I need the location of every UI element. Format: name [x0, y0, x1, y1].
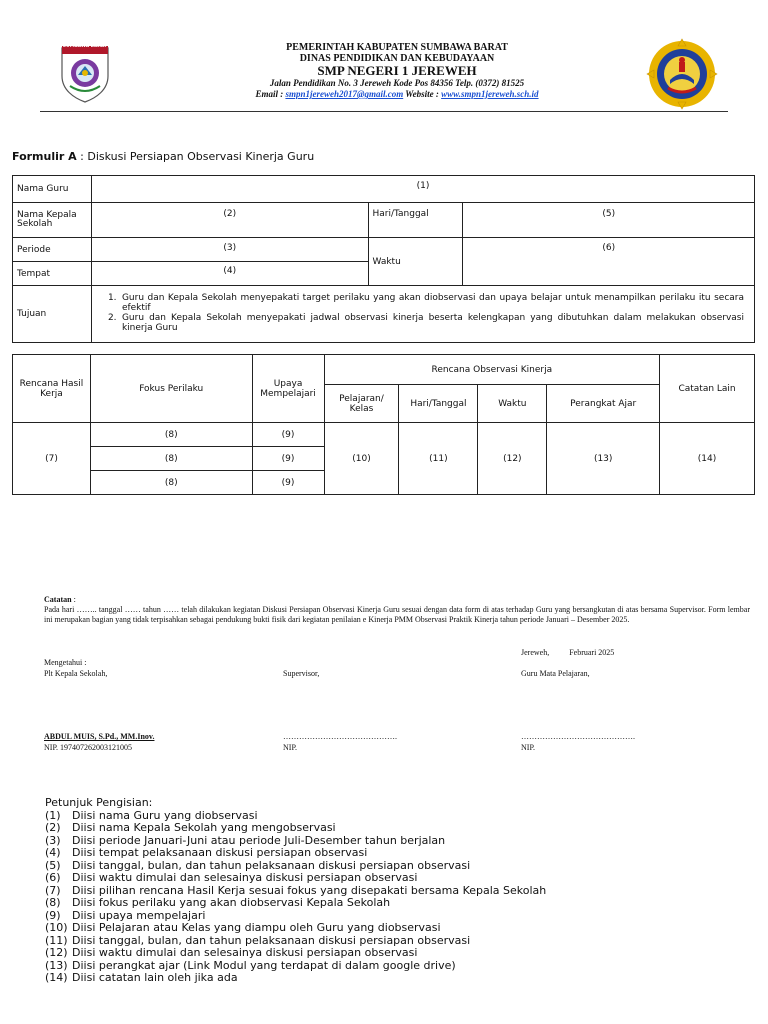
waktu-obs-field[interactable]: (12) [478, 423, 547, 495]
letterhead [0, 38, 768, 118]
notes-heading: Catatan : [44, 595, 76, 604]
instruction-number: (11) [45, 933, 68, 947]
instruction-number: (9) [45, 908, 61, 922]
form-title-code: Formulir A [12, 150, 77, 163]
instruction-number: (3) [45, 833, 61, 847]
instruction-number: (5) [45, 858, 61, 872]
identity-table [12, 175, 755, 343]
instruction-text: Diisi nama Guru yang diobservasi [72, 808, 258, 822]
instructions [45, 797, 546, 985]
header-waktu: Waktu [478, 385, 547, 423]
nama-kepsek-label: Nama Kepala Sekolah [13, 203, 92, 238]
header-hari-tanggal: Hari/Tanggal [399, 385, 478, 423]
tujuan-content [91, 286, 754, 343]
instruction-number: (4) [45, 846, 61, 859]
instruction-number: (13) [45, 958, 68, 972]
header-fokus-perilaku: Fokus Perilaku [90, 355, 252, 423]
hari-tanggal-label: Hari/Tanggal [368, 203, 463, 238]
nama-guru-field[interactable]: (1) [91, 176, 754, 203]
tempat-field[interactable]: (4) [91, 262, 368, 286]
instruction-item [45, 972, 546, 985]
waktu-field[interactable]: (6) [463, 238, 755, 286]
instruction-number: (2) [45, 821, 61, 834]
sumbawa-barat-crest-icon [58, 42, 112, 104]
header-upaya-mempelajari: Upaya Mempelajari [252, 355, 324, 423]
header-perangkat-ajar: Perangkat Ajar [547, 385, 660, 423]
header-catatan-lain: Catatan Lain [660, 355, 755, 423]
place-date: Jereweh, Februari 2025 [521, 648, 615, 657]
tujuan-list [96, 293, 744, 333]
plan-table [12, 354, 755, 495]
fokus-perilaku-field[interactable]: (8) [90, 471, 252, 495]
hari-tanggal-obs-field[interactable]: (11) [399, 423, 478, 495]
instructions-title: Petunjuk Pengisian: [45, 796, 153, 809]
instruction-text: Diisi nama Kepala Sekolah yang mengobservasi [72, 821, 336, 834]
instruction-text: Diisi fokus perilaku yang akan diobservasi Kepala Sekolah [72, 896, 391, 909]
instruction-text: Diisi waktu dimulai dan selesainya diskusi persiapan observasi [72, 871, 418, 884]
nama-kepsek-field[interactable]: (2) [91, 203, 368, 238]
fokus-perilaku-field[interactable]: (8) [90, 423, 252, 447]
notes-body: Pada hari …….. tanggal …… tahun …… telah dilakukan kegiatan Diskusi Persiapan Observasi Kinerja Guru sesuai dengan data form di atas terhadap Guru yang bersangkutan di atas bersama Supervisor. Form lembar ini merupakan bagian yang tidak terpisahkan sebagai pendukung bukti fisik dari kegiatan penilaian e Kinerja PMM Observasi Praktik Kinerja tahun periode Januari – Desember 2025. [44, 605, 750, 624]
instruction-text: Diisi catatan lain oleh jika ada [72, 971, 238, 984]
dept-line: DINAS PENDIDIKAN DAN KEBUDAYAAN [299, 53, 495, 64]
school-name: SMP NEGERI 1 JEREWEH [317, 63, 477, 78]
pelajaran-kelas-field[interactable]: (10) [324, 423, 399, 495]
instruction-number: (12) [45, 946, 68, 959]
periode-label: Periode [13, 238, 92, 262]
letterhead-rule [40, 111, 728, 112]
contact-line [200, 89, 594, 100]
tujuan-label: Tujuan [13, 286, 92, 343]
upaya-mempelajari-field[interactable]: (9) [252, 471, 324, 495]
plt-kepsek-label: Plt Kepala Sekolah, [44, 669, 108, 678]
kepsek-name: ABDUL MUIS, S.Pd., MM.Inov. [44, 732, 155, 741]
guru-mapel-label: Guru Mata Pelajaran, [521, 669, 590, 678]
kepsek-nip: NIP. 197407262003121005 [44, 743, 133, 752]
instruction-text: Diisi perangkat ajar (Link Modul yang terdapat di dalam google drive) [72, 958, 456, 972]
waktu-label: Waktu [368, 238, 463, 286]
instruction-text: Diisi pilihan rencana Hasil Kerja sesuai fokus yang disepakati bersama Kepala Sekolah [72, 883, 547, 897]
instruction-number: (6) [45, 871, 61, 884]
instruction-text: Diisi Pelajaran atau Kelas yang diampu oleh Guru yang diobservasi [72, 921, 441, 934]
website-label: Website : [403, 89, 442, 99]
tujuan-item: 2. Guru dan Kepala Sekolah menyepakati jadwal observasi kinerja beserta kelengkapan yang dibutuhkan dalam melakukan observasi kinerja Guru [107, 312, 744, 333]
instruction-number: (1) [45, 808, 61, 822]
address-line: Jalan Pendidikan No. 3 Jereweh Kode Pos 84356 Telp. (0372) 81525 [269, 78, 525, 88]
left-logo-caption: SUMBAWA BARAT [62, 44, 108, 49]
rencana-hasil-kerja-field[interactable]: (7) [13, 423, 91, 495]
instruction-text: Diisi periode Januari-Juni atau periode Juli-Desember tahun berjalan [72, 833, 446, 847]
nama-guru-label: Nama Guru [13, 176, 92, 203]
supervisor-nip: NIP. [283, 743, 298, 752]
email-link[interactable]: smpn1jereweh2017@gmail.com [285, 89, 404, 99]
upaya-mempelajari-field[interactable]: (9) [252, 423, 324, 447]
instruction-text: Diisi tempat pelaksanaan diskusi persiapan observasi [72, 846, 368, 859]
instructions-list [45, 810, 546, 985]
hari-tanggal-field[interactable]: (5) [463, 203, 755, 238]
form-title-rest: : Diskusi Persiapan Observasi Kinerja Guru [76, 150, 315, 163]
gov-line: PEMERINTAH KABUPATEN SUMBAWA BARAT [286, 42, 508, 53]
email-label: Email : [255, 89, 286, 99]
guru-nip: NIP. [521, 743, 536, 752]
instruction-number: (14) [45, 971, 68, 984]
tempat-label: Tempat [13, 262, 92, 286]
catatan-lain-field[interactable]: (14) [660, 423, 755, 495]
instruction-number: (8) [45, 896, 61, 909]
fokus-perilaku-field[interactable]: (8) [90, 447, 252, 471]
notes-section [44, 595, 750, 625]
instruction-text: Diisi tanggal, bulan, dan tahun pelaksanaan diskusi persiapan observasi [72, 858, 471, 872]
mengetahui-label: Mengetahui : [44, 658, 87, 667]
instruction-number: (7) [45, 883, 61, 897]
header-rencana-hasil-kerja: Rencana Hasil Kerja [13, 355, 91, 423]
school-emblem-icon [646, 38, 718, 110]
supervisor-label: Supervisor, [283, 669, 320, 678]
form-title [12, 150, 318, 163]
instruction-text: Diisi tanggal, bulan, dan tahun pelaksanaan diskusi persiapan observasi [72, 933, 471, 947]
upaya-mempelajari-field[interactable]: (9) [252, 447, 324, 471]
instruction-text: Diisi upaya mempelajari [72, 908, 206, 922]
supervisor-signature-line[interactable]: ……………………………………. [283, 732, 397, 741]
website-link[interactable]: www.smpn1jereweh.sch.id [441, 89, 539, 99]
tujuan-item: 1. Guru dan Kepala Sekolah menyepakati target perilaku yang akan diobservasi dan upaya belajar untuk menampilkan perilaku itu secara efektif [107, 292, 744, 313]
letterhead-text [200, 42, 594, 100]
instruction-number: (10) [45, 921, 68, 934]
header-rencana-observasi: Rencana Observasi Kinerja [324, 355, 660, 385]
guru-signature-line[interactable]: ……………………………………. [521, 732, 635, 741]
header-pelajaran-kelas: Pelajaran/ Kelas [324, 385, 399, 423]
perangkat-ajar-field[interactable]: (13) [547, 423, 660, 495]
periode-field[interactable]: (3) [91, 238, 368, 262]
instruction-text: Diisi waktu dimulai dan selesainya diskusi persiapan observasi [72, 946, 418, 959]
